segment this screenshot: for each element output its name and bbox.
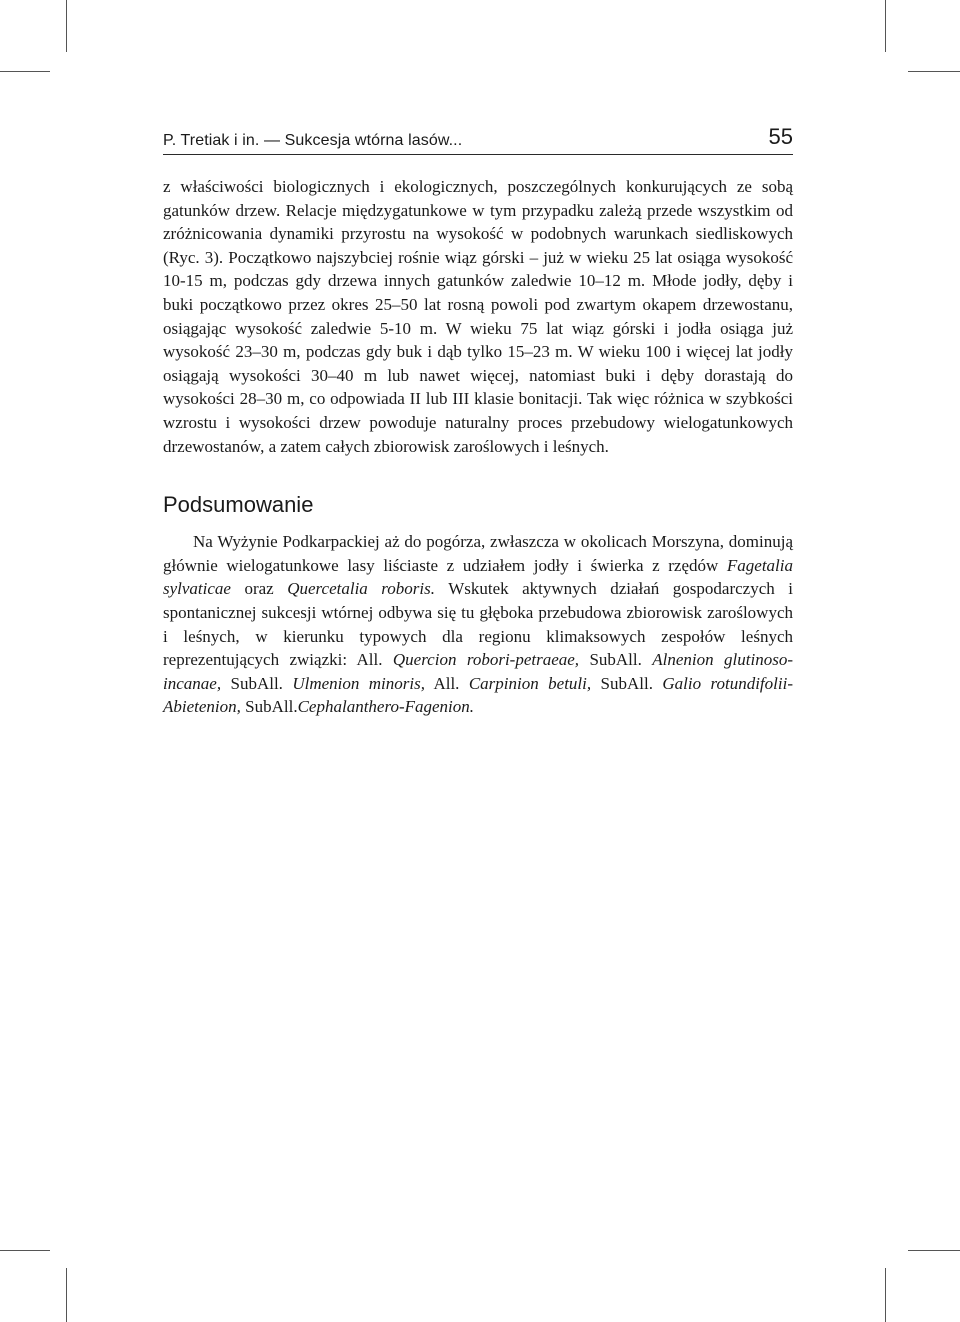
taxon-name: Alnenion glutinoso-incanae,	[163, 650, 793, 693]
summary-text: Wskutek aktywnych działań gospodarczych i spontanicznej sukcesji wtórnej odbywa się tu głęboka przebudowa zbiorowisk zaroślowych i leśnych, w kierunku typowych dla regionu klimaksowych zespołów leśnych reprezentujących związki: All.	[163, 579, 793, 670]
summary-text: All.	[424, 673, 469, 693]
crop-mark-bottom-left-vertical	[66, 1268, 67, 1322]
page-content	[163, 118, 793, 719]
running-title: P. Tretiak i in. — Sukcesja wtórna lasów...	[163, 132, 463, 149]
taxon-name: Quercion robori-petraeae,	[392, 650, 580, 670]
summary-text: SubAll.	[240, 697, 298, 717]
crop-mark-bottom-right-vertical	[885, 1268, 886, 1322]
summary-text: SubAll.	[591, 673, 663, 693]
taxon-name: Quercetalia roboris.	[287, 579, 435, 599]
summary-text: Na Wyżynie Podkarpackiej aż do pogórza, zwłaszcza w okolicach Morszyna, dominują głównie wielogatunkowe lasy liściaste z udziałem jodły i świerka z rzędów	[163, 532, 793, 575]
summary-paragraph	[163, 530, 793, 719]
crop-mark-top-right-horizontal	[908, 71, 960, 72]
page-number: 55	[768, 124, 793, 149]
crop-mark-bottom-right-horizontal	[908, 1250, 960, 1251]
running-header	[163, 118, 793, 155]
section-heading: Podsumowanie	[163, 492, 314, 518]
crop-mark-bottom-left-horizontal	[0, 1250, 50, 1251]
crop-mark-top-right-vertical	[885, 0, 886, 52]
summary-text: SubAll.	[579, 650, 653, 670]
taxon-name: Carpinion betuli,	[468, 673, 592, 693]
taxon-name: Fagetalia sylvaticae	[163, 555, 793, 599]
summary-text: SubAll.	[221, 673, 293, 693]
taxon-name: Cephalanthero-Fagenion.	[297, 697, 475, 717]
taxon-name: Galio rotundifolii-Abietenion,	[163, 673, 793, 717]
body-paragraph: z właściwości biologicznych i ekologicznych, poszczególnych konkurujących ze sobą gatunków drzew. Relacje międzygatunkowe w tym przypadku zależą przede wszystkim od zróżnicowania dynamiki przyrostu na wysokość w podobnych warunkach siedliskowych (Ryc. 3). Początkowo najszybciej rośnie wiąz górski – już w wieku 25 lat osiąga wysokość 10-15 m, podczas gdy drzewa innych gatunków zaledwie 10–12 m. Młode jodły, dęby i buki początkowo przez okres 25–50 lat rosną powoli pod zwartym okapem drzewostanu, osiągając wysokość zaledwie 5-10 m. W wieku 75 lat wiąz górski i jodła osiąga już wysokość 23–30 m, podczas gdy buk i dąb tylko 15–23 m. W wieku 100 i więcej lat jodły osiągają wysokości 30–40 m lub nawet więcej, natomiast buki i dęby dorastają do wysokości 28–30 m, co odpowiada II lub III klasie bonitacji. Tak więc różnica w szybkości wzrostu i wysokości drzew powoduje naturalny proces przebudowy wielogatunkowych drzewostanów, a zatem całych zbiorowisk zaroślowych i leśnych.	[163, 177, 793, 456]
summary-text: oraz	[230, 579, 288, 599]
taxon-name: Ulmenion minoris,	[292, 673, 425, 693]
crop-mark-top-left-horizontal	[0, 71, 50, 72]
crop-mark-top-left-vertical	[66, 0, 67, 52]
